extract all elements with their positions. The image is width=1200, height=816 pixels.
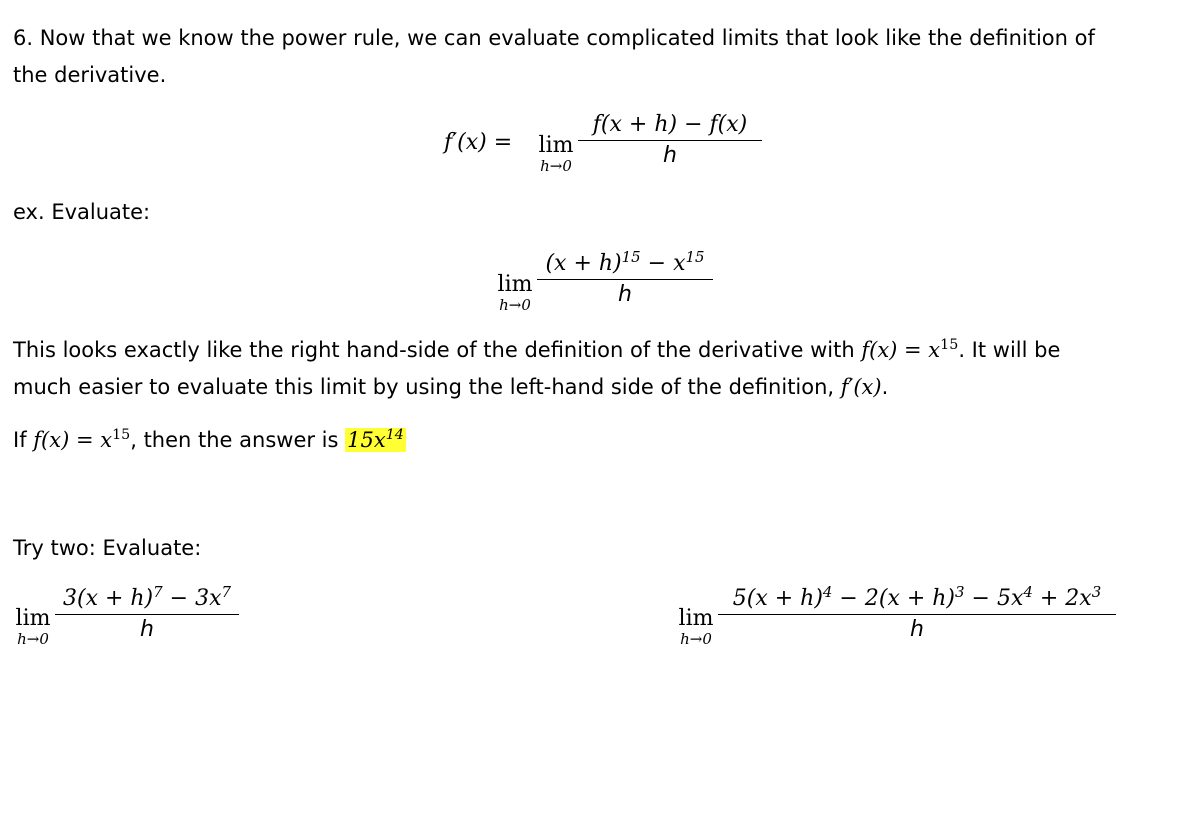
answer-highlight: $15x^{14}$	[347, 427, 404, 452]
definition-numerator: f(x + h) − f(x)	[592, 112, 748, 137]
right-lim-sub: h→0	[680, 630, 712, 648]
example-label: ex. Evaluate:	[13, 200, 151, 224]
definition-fraction	[578, 110, 762, 171]
left-limit	[11, 607, 55, 647]
explanation-line-1: This looks exactly like the right hand-side of the definition of the derivative with $f(x) = x^{15}$. It will be	[13, 337, 1061, 362]
left-denominator: h	[140, 617, 154, 642]
left-lim-sub: h→0	[17, 630, 49, 648]
explanation-line-2: much easier to evaluate this limit by using the left-hand side of the definition, f′(x).	[13, 375, 889, 399]
definition-lhs: f′(x) =	[444, 130, 513, 155]
answer-line: If $f(x) = x^{15}$, then the answer is $15x^{14}$	[13, 427, 404, 452]
definition-lim-word: lim	[538, 133, 574, 158]
right-numerator: $5(x + h)^4 - 2(x + h)^3 - 5x^4 + 2x^3$	[732, 582, 1102, 611]
example-lim-word: lim	[497, 272, 533, 297]
definition-limit	[534, 134, 578, 174]
example-limit	[493, 273, 537, 313]
left-fraction	[55, 584, 239, 645]
right-fraction	[718, 584, 1116, 645]
example-lim-sub: h→0	[499, 296, 531, 314]
definition-denominator: h	[663, 143, 677, 168]
right-lim-word: lim	[678, 606, 714, 631]
try-two-label: Try two: Evaluate:	[13, 536, 202, 560]
definition-lim-sub: h→0	[540, 157, 572, 175]
right-denominator: h	[910, 617, 924, 642]
problem-line-1: 6. Now that we know the power rule, we can evaluate complicated limits that look like the definition of	[13, 26, 1095, 50]
right-limit	[674, 607, 718, 647]
left-numerator: $3(x + h)^7 - 3x^7$	[62, 582, 232, 611]
example-numerator: $(x + h)^{15} - x^{15}$	[545, 247, 705, 276]
left-lim-word: lim	[15, 606, 51, 631]
problem-line-2: the derivative.	[13, 63, 167, 87]
example-fraction	[537, 249, 713, 310]
example-denominator: h	[618, 282, 632, 307]
